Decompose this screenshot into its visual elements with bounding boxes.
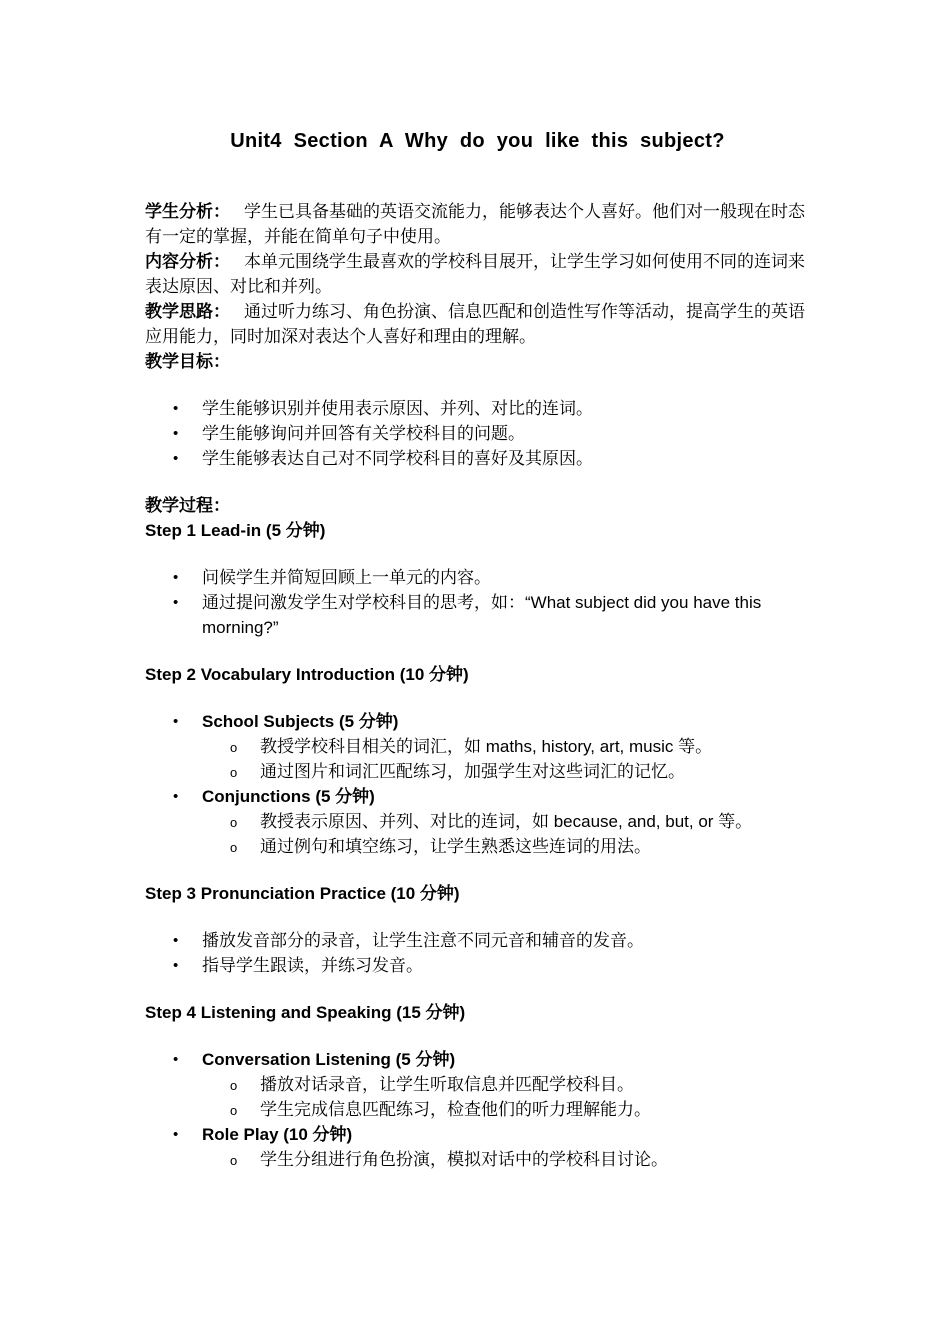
sub-list-item: o 学生完成信息匹配练习，检查他们的听力理解能力。 [202, 1097, 810, 1122]
teaching-approach [145, 299, 810, 349]
step3-title: Step 3 Pronunciation Practice (10 分钟) [145, 884, 460, 903]
sub-heading: Conversation Listening (5 分钟) [202, 1050, 456, 1069]
content-analysis [145, 249, 810, 299]
sub-list [202, 1147, 810, 1172]
sub-list-item: o 教授表示原因、并列、对比的连词，如 because, and, but, or 等。 [202, 809, 810, 834]
page-title: Unit4 Section A Why do you like this subject? [230, 130, 725, 152]
sub-list-item: o 教授学校科目相关的词汇，如 maths, history, art, music 等。 [202, 734, 810, 759]
list-item [145, 709, 810, 784]
step3-list [145, 928, 810, 978]
list-item: • 学生能够识别并使用表示原因、并列、对比的连词。 [145, 396, 810, 421]
list-item: • 学生能够询问并回答有关学校科目的问题。 [145, 421, 810, 446]
sub-list [202, 1072, 810, 1122]
list-item [145, 1122, 810, 1172]
sub-list [202, 809, 810, 859]
step4-title: Step 4 Listening and Speaking (15 分钟) [145, 1003, 466, 1022]
step2-list [145, 709, 810, 859]
sub-heading: School Subjects (5 分钟) [202, 712, 399, 731]
teaching-approach-label: 教学思路： [145, 302, 230, 321]
list-item: • 通过提问激发学生对学校科目的思考，如：“What subject did you have this morning?” [145, 590, 810, 640]
list-item: • 播放发音部分的录音，让学生注意不同元音和辅音的发音。 [145, 928, 810, 953]
sub-list-item: o 通过图片和词汇匹配练习，加强学生对这些词汇的记忆。 [202, 759, 810, 784]
process-heading: 教学过程： [145, 496, 230, 515]
sub-heading: Role Play (10 分钟) [202, 1125, 353, 1144]
student-analysis-text: 学生已具备基础的英语交流能力，能够表达个人喜好。他们对一般现在时态有一定的掌握，并能在简单句子中使用。 [145, 202, 805, 246]
sub-list-item: o 学生分组进行角色扮演，模拟对话中的学校科目讨论。 [202, 1147, 810, 1172]
teaching-goals-heading [145, 349, 810, 374]
student-analysis [145, 199, 810, 249]
teaching-approach-text: 通过听力练习、角色扮演、信息匹配和创造性写作等活动，提高学生的英语应用能力，同时加深对表达个人喜好和理由的理解。 [145, 302, 805, 346]
step1-list [145, 565, 810, 640]
teaching-goals-label: 教学目标： [145, 352, 230, 371]
step1-title: Step 1 Lead-in (5 分钟) [145, 521, 326, 540]
list-item: • 问候学生并简短回顾上一单元的内容。 [145, 565, 810, 590]
list-item [145, 784, 810, 859]
sub-list-item: o 播放对话录音，让学生听取信息并匹配学校科目。 [202, 1072, 810, 1097]
list-item [145, 1047, 810, 1122]
step4-list [145, 1047, 810, 1172]
sub-list-item: o 通过例句和填空练习，让学生熟悉这些连词的用法。 [202, 834, 810, 859]
goals-list [145, 396, 810, 471]
content-analysis-text: 本单元围绕学生最喜欢的学校科目展开，让学生学习如何使用不同的连词来表达原因、对比和并列。 [145, 252, 805, 296]
sub-heading: Conjunctions (5 分钟) [202, 787, 375, 806]
sub-list [202, 734, 810, 784]
content-analysis-label: 内容分析： [145, 252, 230, 271]
document-page [145, 128, 810, 1194]
step2-title: Step 2 Vocabulary Introduction (10 分钟) [145, 665, 469, 684]
list-item: • 指导学生跟读，并练习发音。 [145, 953, 810, 978]
list-item: • 学生能够表达自己对不同学校科目的喜好及其原因。 [145, 446, 810, 471]
student-analysis-label: 学生分析： [145, 202, 230, 221]
